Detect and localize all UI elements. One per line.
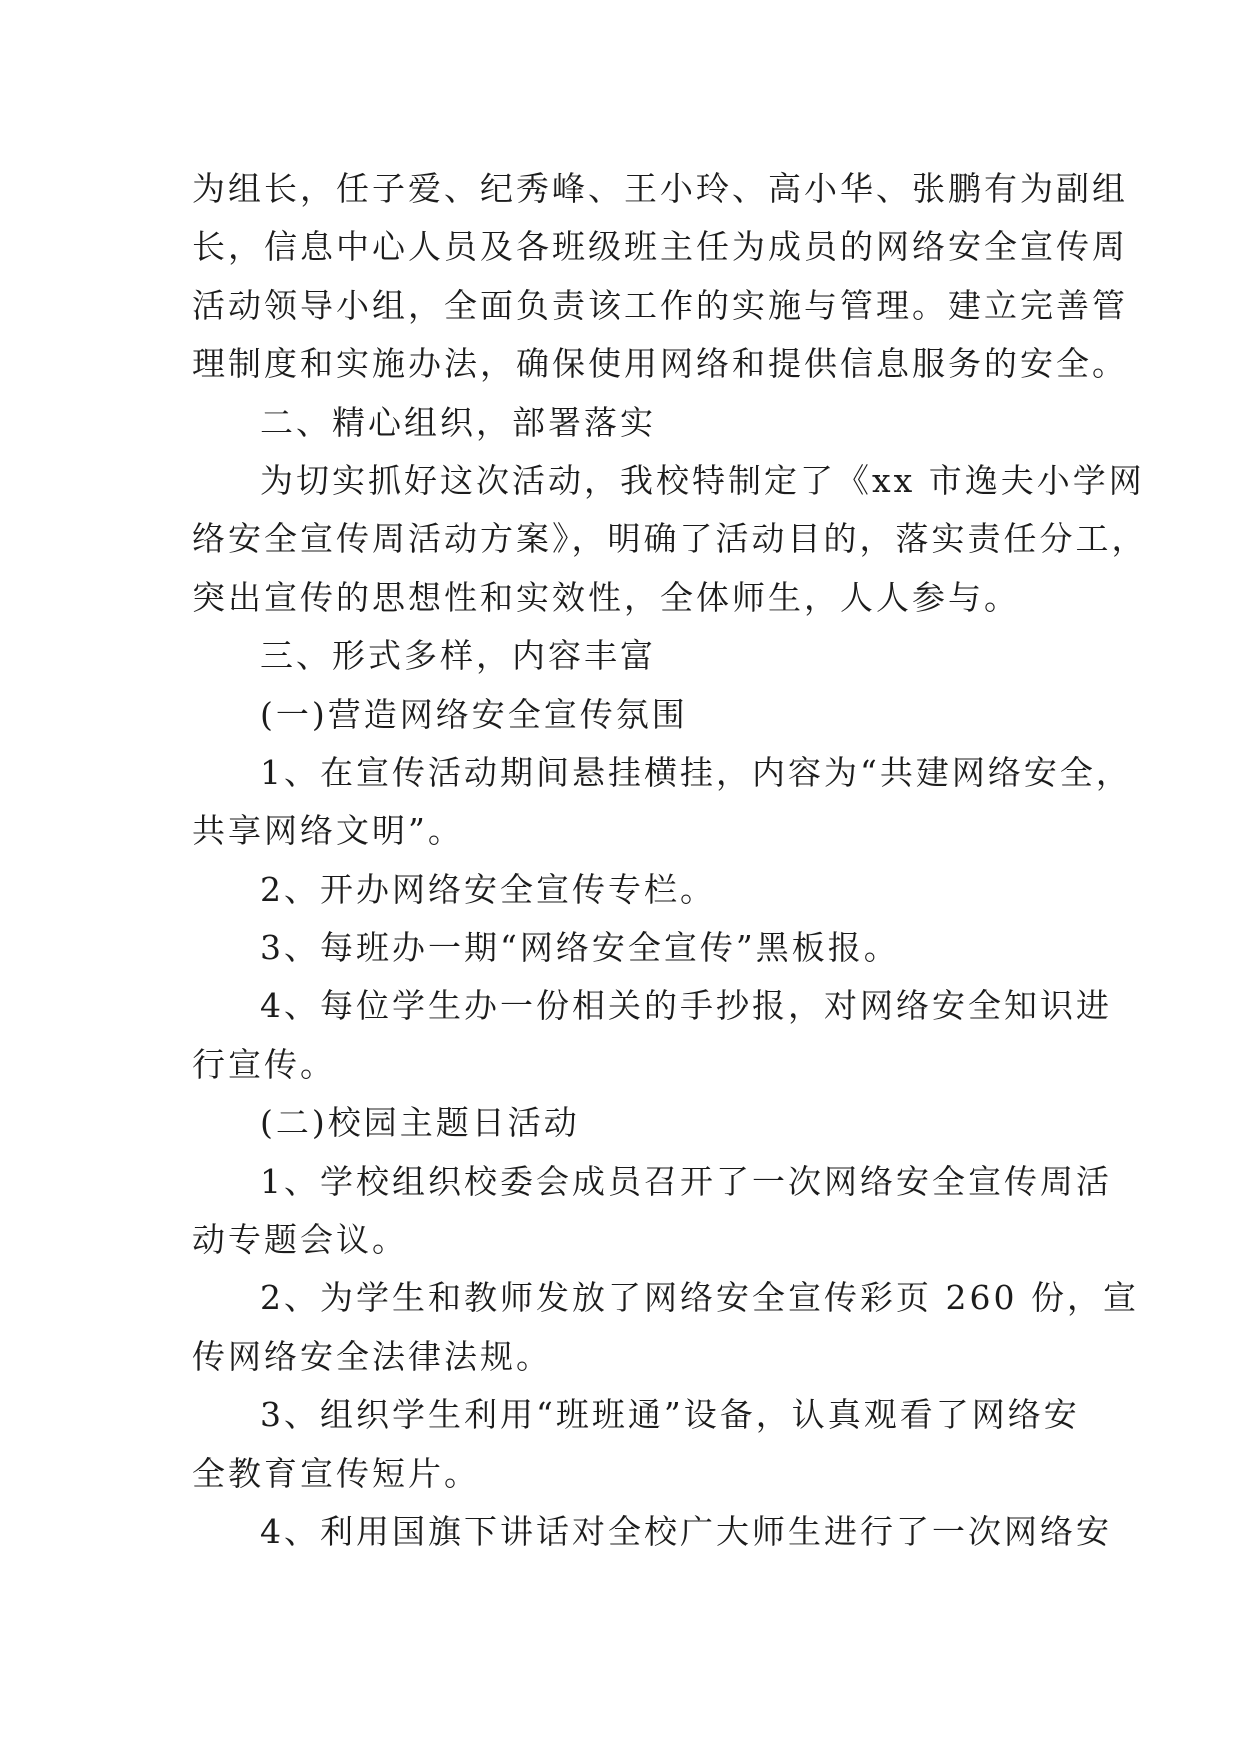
list-item: 2、开办网络安全宣传专栏。 [260,869,716,909]
text-line: 动专题会议。 [192,1220,408,1260]
text-line: 为切实抓好这次活动，我校特制定了《xx 市逸夫小学网 [260,460,1145,500]
body-text [192,160,1148,1561]
text-line: 为组长，任子爱、纪秀峰、王小玲、高小华、张鹏有为副组 [192,169,1128,208]
section-heading: 二、精心组织，部署落实 [260,402,656,442]
subsection-heading: (一)营造网络安全宣传氛围 [260,694,688,734]
text-line: 共享网络文明”。 [192,811,464,851]
section-heading: 三、形式多样，内容丰富 [260,636,656,676]
text-line: 突出宣传的思想性和实效性，全体师生，人人参与。 [192,577,1020,617]
list-item: 2、为学生和教师发放了网络安全宣传彩页 260 份，宣 [260,1278,1139,1318]
list-item: 3、组织学生利用“班班通”设备，认真观看了网络安 [260,1395,1080,1435]
text-line: 行宣传。 [192,1044,336,1084]
subsection-heading: (二)校园主题日活动 [260,1103,580,1143]
text-line: 理制度和实施办法，确保使用网络和提供信息服务的安全。 [192,344,1128,384]
text-line: 传网络安全法律法规。 [192,1336,552,1376]
text-line: 络安全宣传周活动方案》，明确了活动目的，落实责任分工， [192,519,1148,559]
list-item: 3、每班办一期“网络安全宣传”黑板报。 [260,928,900,968]
list-item: 1、学校组织校委会成员召开了一次网络安全宣传周活 [260,1161,1112,1201]
list-item: 4、利用国旗下讲话对全校广大师生进行了一次网络安 [260,1511,1112,1551]
text-line: 活动领导小组，全面负责该工作的实施与管理。建立完善管 [192,285,1128,325]
list-item: 1、在宣传活动期间悬挂横挂，内容为“共建网络安全， [260,752,1132,792]
list-item: 4、每位学生办一份相关的手抄报，对网络安全知识进 [260,986,1112,1026]
text-line: 长，信息中心人员及各班级班主任为成员的网络安全宣传周 [192,227,1128,267]
text-line: 全教育宣传短片。 [192,1453,480,1493]
